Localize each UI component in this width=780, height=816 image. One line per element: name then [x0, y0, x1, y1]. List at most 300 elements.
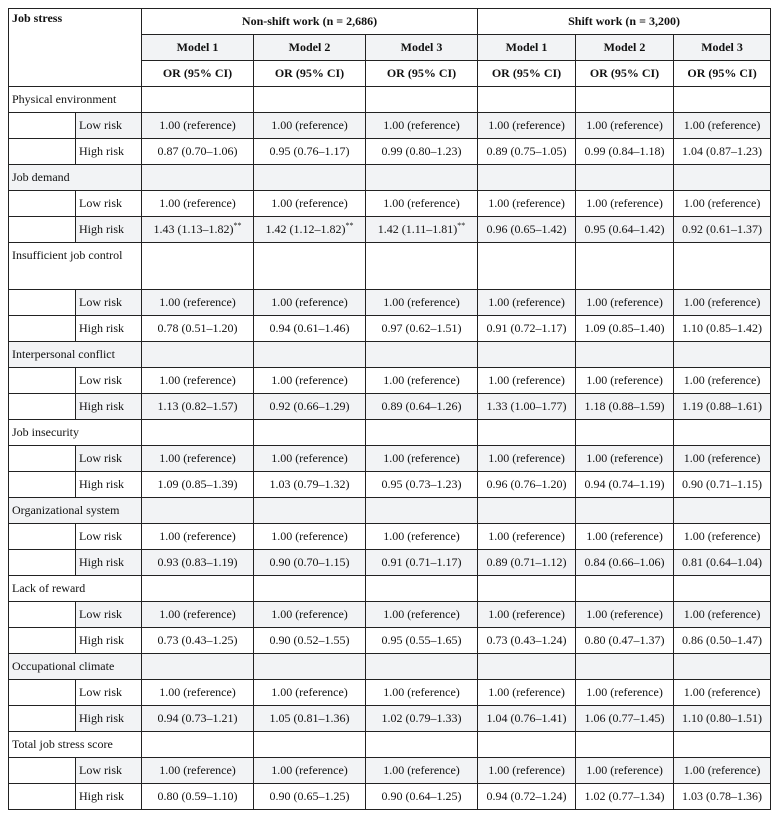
or-value-cell: [576, 191, 674, 217]
or-value: 0.90 (0.70–1.15): [269, 555, 350, 569]
or-value-cell: [142, 628, 254, 654]
or-value: 1.00 (reference): [586, 529, 663, 543]
category-label: Occupational climate: [9, 654, 142, 680]
indent-cell: [9, 446, 76, 472]
or-value-cell: [366, 394, 478, 420]
or-value-cell: [254, 758, 366, 784]
category-label: Organizational system: [9, 498, 142, 524]
table-row: [9, 680, 771, 706]
or-value: 1.00 (reference): [271, 763, 348, 777]
or-value-cell: [254, 113, 366, 139]
or-value-cell: [478, 446, 576, 472]
or-value-cell: [142, 139, 254, 165]
or-value: 1.00 (reference): [683, 607, 761, 621]
empty-cell: [142, 342, 254, 368]
or-value-cell: [674, 706, 771, 732]
table-row: [9, 472, 771, 498]
or-value: 1.00 (reference): [271, 685, 348, 699]
or-value-cell: [478, 524, 576, 550]
indent-cell: [9, 394, 76, 420]
or-value: 1.00 (reference): [586, 373, 663, 387]
empty-cell: [142, 498, 254, 524]
empty-cell: [478, 576, 576, 602]
or-value-cell: [674, 139, 771, 165]
category-row: [9, 654, 771, 680]
indent-cell: [9, 784, 76, 810]
or-value: 1.00 (reference): [383, 295, 460, 309]
category-row: [9, 243, 771, 290]
or-value-cell: [142, 316, 254, 342]
or-value-cell: [254, 706, 366, 732]
or-value: 1.02 (0.77–1.34): [584, 789, 665, 803]
or-value-cell: [674, 290, 771, 316]
indent-cell: [9, 524, 76, 550]
or-value-cell: [142, 368, 254, 394]
or-value: 1.00 (reference): [159, 607, 236, 621]
risk-level-label: Low risk: [76, 113, 142, 139]
table-body: [9, 87, 771, 810]
table-row: [9, 628, 771, 654]
or-value: 1.10 (0.80–1.51): [682, 711, 763, 725]
empty-cell: [366, 342, 478, 368]
or-value: 1.02 (0.79–1.33): [381, 711, 462, 725]
or-value-cell: [478, 394, 576, 420]
or-value-cell: [142, 290, 254, 316]
model-header: Model 3: [674, 35, 771, 61]
significance-marker: **: [345, 221, 354, 230]
or-value-cell: [478, 758, 576, 784]
or-value-cell: [576, 139, 674, 165]
empty-cell: [576, 87, 674, 113]
or-value: 1.00 (reference): [159, 451, 236, 465]
or-value-cell: [254, 368, 366, 394]
or-value-cell: [366, 139, 478, 165]
or-value: 1.00 (reference): [586, 196, 663, 210]
empty-cell: [478, 87, 576, 113]
category-label: Job insecurity: [9, 420, 142, 446]
or-value: 0.86 (0.50–1.47): [682, 633, 763, 647]
empty-cell: [576, 342, 674, 368]
or-value: 1.33 (1.00–1.77): [486, 399, 567, 413]
indent-cell: [9, 758, 76, 784]
or-value-cell: [254, 680, 366, 706]
empty-cell: [254, 243, 366, 290]
or-value: 0.95 (0.76–1.17): [269, 144, 350, 158]
table-row: [9, 394, 771, 420]
table-row: [9, 602, 771, 628]
category-label: Lack of reward: [9, 576, 142, 602]
or-value-cell: [142, 680, 254, 706]
or-value-cell: [142, 394, 254, 420]
or-value: 1.42 (1.11–1.81): [377, 222, 458, 236]
measure-header: OR (95% CI): [674, 61, 771, 87]
category-label: Physical environment: [9, 87, 142, 113]
or-value: 0.90 (0.52–1.55): [269, 633, 350, 647]
or-value: 1.00 (reference): [488, 373, 565, 387]
model-header: Model 1: [478, 35, 576, 61]
or-value: 1.00 (reference): [488, 763, 565, 777]
empty-cell: [478, 732, 576, 758]
or-value: 1.00 (reference): [488, 607, 565, 621]
empty-cell: [254, 165, 366, 191]
category-row: [9, 732, 771, 758]
indent-cell: [9, 290, 76, 316]
or-value-cell: [576, 290, 674, 316]
or-value-cell: [674, 784, 771, 810]
or-value: 0.94 (0.72–1.24): [486, 789, 567, 803]
indent-cell: [9, 602, 76, 628]
empty-cell: [478, 420, 576, 446]
table-row: [9, 706, 771, 732]
or-value-cell: [366, 316, 478, 342]
or-value: 1.00 (reference): [488, 118, 565, 132]
category-label: Total job stress score: [9, 732, 142, 758]
table-row: [9, 446, 771, 472]
or-value-cell: [478, 368, 576, 394]
risk-level-label: High risk: [76, 706, 142, 732]
or-value: 1.00 (reference): [383, 685, 460, 699]
or-value-cell: [254, 472, 366, 498]
or-value-cell: [366, 706, 478, 732]
indent-cell: [9, 472, 76, 498]
or-value: 1.00 (reference): [271, 607, 348, 621]
risk-level-label: Low risk: [76, 191, 142, 217]
or-value: 0.95 (0.64–1.42): [584, 222, 665, 236]
or-value: 0.92 (0.61–1.37): [682, 222, 763, 236]
risk-level-label: High risk: [76, 628, 142, 654]
or-value-cell: [576, 680, 674, 706]
category-label: Interpersonal conflict: [9, 342, 142, 368]
or-value-cell: [576, 316, 674, 342]
or-value-cell: [366, 446, 478, 472]
empty-cell: [478, 342, 576, 368]
empty-cell: [478, 498, 576, 524]
table-row: [9, 368, 771, 394]
or-value-cell: [366, 524, 478, 550]
or-value-cell: [254, 446, 366, 472]
or-value: 1.00 (reference): [271, 196, 348, 210]
or-value: 1.00 (reference): [683, 295, 761, 309]
or-value: 1.00 (reference): [159, 118, 236, 132]
or-value: 1.06 (0.77–1.45): [584, 711, 665, 725]
or-value: 1.03 (0.79–1.32): [269, 477, 350, 491]
group-header-shift: Shift work (n = 3,200): [478, 9, 771, 35]
significance-marker: **: [233, 221, 242, 230]
category-row: [9, 342, 771, 368]
model-header: Model 2: [576, 35, 674, 61]
or-value-cell: [576, 628, 674, 654]
or-value: 1.00 (reference): [159, 763, 236, 777]
or-value-cell: [674, 550, 771, 576]
or-value-cell: [366, 784, 478, 810]
or-value-cell: [674, 368, 771, 394]
or-value-cell: [254, 550, 366, 576]
empty-cell: [674, 654, 771, 680]
model-header: Model 2: [254, 35, 366, 61]
or-value-cell: [674, 394, 771, 420]
category-row: [9, 498, 771, 524]
empty-cell: [254, 87, 366, 113]
or-value: 1.00 (reference): [383, 373, 460, 387]
or-value-cell: [674, 316, 771, 342]
or-value-cell: [576, 472, 674, 498]
or-value: 1.00 (reference): [683, 373, 761, 387]
or-value: 1.00 (reference): [159, 295, 236, 309]
indent-cell: [9, 139, 76, 165]
measure-header: OR (95% CI): [254, 61, 366, 87]
or-value: 0.73 (0.43–1.24): [486, 633, 567, 647]
risk-level-label: Low risk: [76, 602, 142, 628]
or-value-cell: [366, 191, 478, 217]
indent-cell: [9, 217, 76, 243]
or-value-cell: [478, 191, 576, 217]
or-value: 0.80 (0.59–1.10): [157, 789, 238, 803]
or-value-cell: [674, 602, 771, 628]
indent-cell: [9, 368, 76, 394]
or-value-cell: [142, 446, 254, 472]
or-value-cell: [478, 472, 576, 498]
risk-level-label: Low risk: [76, 524, 142, 550]
risk-level-label: High risk: [76, 784, 142, 810]
table-row: [9, 550, 771, 576]
or-value: 1.00 (reference): [159, 685, 236, 699]
empty-cell: [366, 576, 478, 602]
or-value: 1.00 (reference): [159, 373, 236, 387]
or-value-cell: [576, 784, 674, 810]
empty-cell: [576, 165, 674, 191]
or-value: 0.89 (0.75–1.05): [486, 144, 567, 158]
or-value: 0.96 (0.76–1.20): [486, 477, 567, 491]
or-value-cell: [674, 446, 771, 472]
or-value-cell: [142, 784, 254, 810]
or-value: 1.19 (0.88–1.61): [682, 399, 763, 413]
or-value: 1.00 (reference): [586, 451, 663, 465]
or-value: 0.89 (0.71–1.12): [486, 555, 567, 569]
table-row: [9, 784, 771, 810]
or-value-cell: [366, 680, 478, 706]
empty-cell: [254, 576, 366, 602]
or-value: 1.00 (reference): [683, 685, 761, 699]
risk-level-label: High risk: [76, 550, 142, 576]
risk-level-label: Low risk: [76, 368, 142, 394]
empty-cell: [674, 87, 771, 113]
or-value: 1.00 (reference): [488, 295, 565, 309]
or-value-cell: [478, 628, 576, 654]
or-value-cell: [142, 217, 254, 243]
or-value: 1.00 (reference): [271, 529, 348, 543]
or-value: 1.00 (reference): [488, 196, 565, 210]
or-value-cell: [142, 758, 254, 784]
model-header: Model 1: [142, 35, 254, 61]
empty-cell: [142, 243, 254, 290]
indent-cell: [9, 680, 76, 706]
or-value-cell: [576, 524, 674, 550]
or-value: 1.00 (reference): [383, 529, 460, 543]
or-value: 0.94 (0.74–1.19): [584, 477, 665, 491]
or-value-cell: [254, 784, 366, 810]
or-value-cell: [576, 550, 674, 576]
or-value: 1.00 (reference): [159, 196, 236, 210]
model-header: Model 3: [366, 35, 478, 61]
table-row: [9, 758, 771, 784]
or-value: 1.00 (reference): [586, 295, 663, 309]
risk-level-label: Low risk: [76, 446, 142, 472]
table-row: [9, 191, 771, 217]
or-value: 0.91 (0.72–1.17): [486, 321, 567, 335]
empty-cell: [478, 165, 576, 191]
or-value: 1.00 (reference): [683, 196, 761, 210]
or-value: 0.93 (0.83–1.19): [157, 555, 238, 569]
or-value-cell: [366, 290, 478, 316]
empty-cell: [576, 732, 674, 758]
or-value: 1.03 (0.78–1.36): [682, 789, 763, 803]
or-value: 1.04 (0.87–1.23): [682, 144, 763, 158]
or-value-cell: [576, 113, 674, 139]
or-value-cell: [142, 524, 254, 550]
table-row: [9, 139, 771, 165]
or-value-cell: [674, 113, 771, 139]
empty-cell: [674, 243, 771, 290]
or-value: 1.09 (0.85–1.40): [584, 321, 665, 335]
empty-cell: [254, 732, 366, 758]
risk-level-label: Low risk: [76, 680, 142, 706]
empty-cell: [142, 87, 254, 113]
or-value: 0.90 (0.65–1.25): [269, 789, 350, 803]
measure-header: OR (95% CI): [576, 61, 674, 87]
or-value: 1.00 (reference): [488, 529, 565, 543]
or-value: 1.00 (reference): [383, 118, 460, 132]
or-value-cell: [674, 191, 771, 217]
empty-cell: [142, 654, 254, 680]
or-value-cell: [576, 446, 674, 472]
or-value-cell: [576, 368, 674, 394]
or-value-cell: [478, 602, 576, 628]
or-value-cell: [254, 139, 366, 165]
empty-cell: [366, 732, 478, 758]
or-value-cell: [366, 628, 478, 654]
empty-cell: [366, 243, 478, 290]
or-value: 0.80 (0.47–1.37): [584, 633, 665, 647]
indent-cell: [9, 628, 76, 654]
odds-ratio-table: [8, 8, 771, 810]
measure-header: OR (95% CI): [366, 61, 478, 87]
empty-cell: [674, 732, 771, 758]
or-value-cell: [142, 602, 254, 628]
empty-cell: [576, 576, 674, 602]
indent-cell: [9, 316, 76, 342]
or-value: 1.00 (reference): [159, 529, 236, 543]
empty-cell: [366, 165, 478, 191]
or-value: 1.00 (reference): [586, 763, 663, 777]
or-value: 0.81 (0.64–1.04): [682, 555, 763, 569]
or-value: 1.43 (1.13–1.82): [153, 222, 234, 236]
or-value-cell: [366, 758, 478, 784]
or-value: 1.09 (0.85–1.39): [157, 477, 238, 491]
empty-cell: [478, 654, 576, 680]
empty-cell: [366, 87, 478, 113]
or-value: 0.73 (0.43–1.25): [157, 633, 238, 647]
or-value-cell: [366, 217, 478, 243]
or-value-cell: [366, 368, 478, 394]
or-value: 1.00 (reference): [586, 607, 663, 621]
or-value: 0.96 (0.65–1.42): [486, 222, 567, 236]
or-value-cell: [674, 680, 771, 706]
or-value: 1.00 (reference): [683, 451, 761, 465]
empty-cell: [366, 654, 478, 680]
or-value: 1.00 (reference): [683, 763, 761, 777]
or-value: 0.90 (0.71–1.15): [682, 477, 763, 491]
empty-cell: [674, 420, 771, 446]
empty-cell: [142, 732, 254, 758]
or-value-cell: [478, 680, 576, 706]
category-row: [9, 576, 771, 602]
or-value: 1.00 (reference): [488, 451, 565, 465]
empty-cell: [142, 576, 254, 602]
risk-level-label: High risk: [76, 217, 142, 243]
or-value-cell: [478, 139, 576, 165]
or-value-cell: [674, 217, 771, 243]
empty-cell: [366, 498, 478, 524]
empty-cell: [674, 498, 771, 524]
or-value-cell: [478, 113, 576, 139]
category-row: [9, 165, 771, 191]
risk-level-label: High risk: [76, 472, 142, 498]
empty-cell: [142, 420, 254, 446]
or-value-cell: [254, 316, 366, 342]
measure-header: OR (95% CI): [478, 61, 576, 87]
or-value: 1.00 (reference): [271, 295, 348, 309]
empty-cell: [254, 654, 366, 680]
or-value-cell: [142, 706, 254, 732]
or-value-cell: [674, 524, 771, 550]
or-value: 1.00 (reference): [383, 196, 460, 210]
risk-level-label: High risk: [76, 316, 142, 342]
or-value-cell: [576, 217, 674, 243]
indent-cell: [9, 706, 76, 732]
empty-cell: [674, 342, 771, 368]
or-value-cell: [142, 550, 254, 576]
or-value-cell: [254, 602, 366, 628]
empty-cell: [254, 342, 366, 368]
or-value: 1.00 (reference): [586, 118, 663, 132]
or-value: 1.13 (0.82–1.57): [157, 399, 238, 413]
or-value: 1.05 (0.81–1.36): [269, 711, 350, 725]
or-value: 0.94 (0.61–1.46): [269, 321, 350, 335]
or-value-cell: [478, 316, 576, 342]
or-value: 1.00 (reference): [488, 685, 565, 699]
empty-cell: [254, 420, 366, 446]
or-value: 1.00 (reference): [586, 685, 663, 699]
group-header-non-shift: Non-shift work (n = 2,686): [142, 9, 478, 35]
empty-cell: [576, 420, 674, 446]
or-value-cell: [576, 394, 674, 420]
or-value: 1.00 (reference): [271, 118, 348, 132]
or-value: 0.91 (0.71–1.17): [381, 555, 462, 569]
or-value: 1.00 (reference): [383, 451, 460, 465]
empty-cell: [142, 165, 254, 191]
or-value-cell: [576, 706, 674, 732]
or-value: 1.10 (0.85–1.42): [682, 321, 763, 335]
or-value: 0.84 (0.66–1.06): [584, 555, 665, 569]
or-value-cell: [674, 628, 771, 654]
empty-cell: [674, 165, 771, 191]
or-value-cell: [478, 217, 576, 243]
risk-level-label: Low risk: [76, 758, 142, 784]
empty-cell: [478, 243, 576, 290]
or-value: 0.92 (0.66–1.29): [269, 399, 350, 413]
category-row: [9, 87, 771, 113]
or-value-cell: [576, 758, 674, 784]
